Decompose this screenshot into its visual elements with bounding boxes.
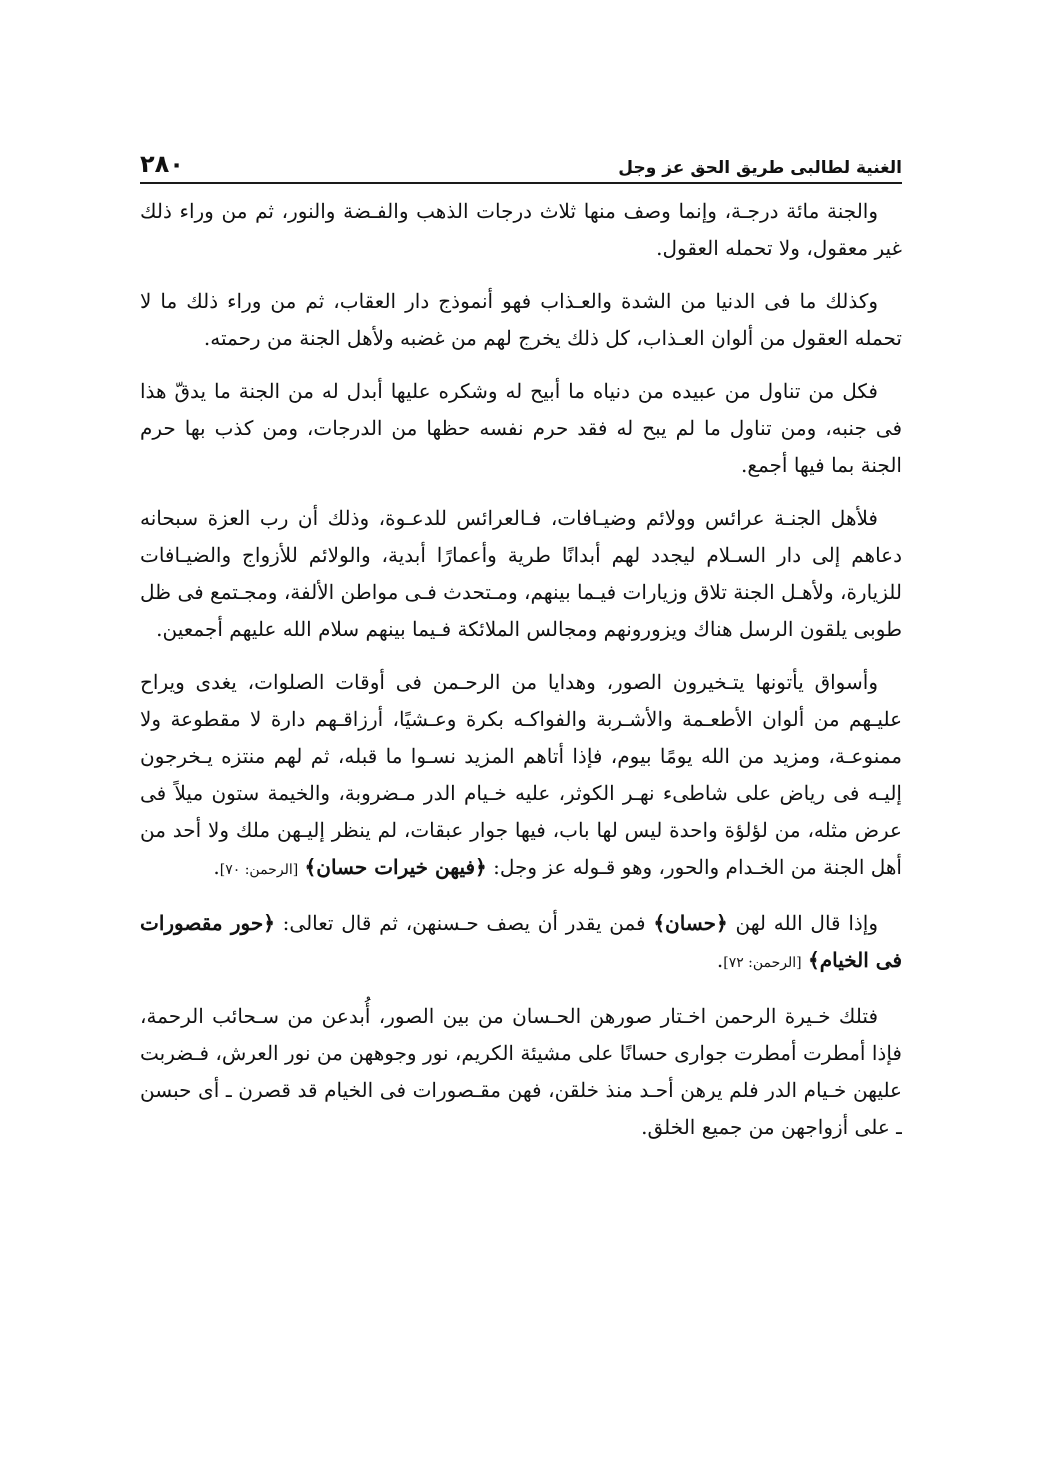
paragraph-6-text-b: فمن يقدر أن يصف حـسنهن، ثم قال تعالى:: [282, 911, 646, 935]
body-text: [140, 193, 902, 1393]
paragraph-4: فلأهل الجنـة عرائس وولائم وضيـافات، فـالعرائس للدعـوة، وذلك أن رب العزة سبحانه دعاهم إلى دار السـلام ليجدد لهم أبدانًا طرية وأعمارًا أبدية، والولائم للأزواج والضيـافات للزيارة، ولأهـل الجنة تلاق وزيارات فيـما بينهم، ومـتحدث فـى مواطن الألفة، ومجـتمع فى ظل طوبى يلقون الرسل هناك ويزورونهم ومجالس الملائكة فـيما بينهم سلام الله عليهم أجمعين.: [140, 506, 902, 641]
book-title: الغنية لطالبى طريق الحق عز وجل: [618, 158, 902, 178]
paragraph-5-end: .: [213, 855, 220, 879]
paragraph-6-end: .: [716, 948, 724, 972]
paragraph-6-text-a: وإذا قال الله لهن: [735, 911, 879, 935]
paragraph-2: وكذلك ما فى الدنيا من الشدة والعـذاب فهو أنموذج دار العقاب، ثم من وراء ذلك ما لا تحمله العقول من ألوان العـذاب، كل ذلك يخرج لهم من غضبه ولأهل الجنة من رحمته.: [140, 289, 902, 350]
quran-reference: [الرحمن: ٧٢]: [723, 955, 802, 971]
page-header: [140, 138, 902, 184]
paragraph-5-text: وأسواق يأتونها يتـخيرون الصور، وهدايا من الرحـمن فى أوقات الصلوات، يغدى ويراح عليـهم من ألوان الأطعـمة والأشـربة والفواكـه بكرة وعـشيًا، أرزاقـهم دارة لا مقطوعة ولا ممنوعـة، ومزيد من الله يومًا بيوم، فإذا أتاهم المزيد نسـوا ما قبله، ثم لهم منتزه يـخرجون إليـه فى رياض على شاطىء نهـر الكوثر، عليه خـيام الدر مـضروبة، والخيمة ستون ميلاً فى عرض مثله، من لؤلؤة واحدة ليس لها باب، فيها جوار عبقات، لم ينظر إليـهن ملك ولا أحد من أهل الجنة من الخـدام والحور، وهو قـوله عز وجل:: [140, 670, 902, 879]
paragraph-7: فتلك خـيرة الرحمن اخـتار صورهن الحـسان من بين الصور، أُبدعن من سـحائب الرحمة، فإذا أمطرت أمطرت جوارى حسانًا على مشيئة الكريم، نور وجوههن من نور العرش، فـضربت عليهن خـيام الدر فلم يرهن أحـد منذ خلقن، فهن مقـصورات فى الخيام قد قصرن ـ أى حبسن ـ على أزواجهن من جميع الخلق.: [140, 1004, 902, 1139]
quran-reference: [الرحمن: ٧٠]: [219, 862, 299, 878]
quran-quote: ﴿حسان﴾: [653, 911, 728, 935]
quran-quote: ﴿حور مقصورات فى الخيام﴾: [140, 911, 902, 972]
paragraph-1: والجنة مائة درجـة، وإنما وصف منها ثلاث درجات الذهب والفـضة والنور، ثم من وراء ذلك غير معقول، ولا تحمله العقول.: [140, 199, 902, 260]
quran-quote: ﴿فيهن خيرات حسان﴾: [304, 855, 487, 879]
paragraph-5: [140, 664, 902, 889]
page-number: ٢٨٠: [140, 150, 184, 178]
paragraph-6: [140, 905, 902, 982]
paragraph-3: فكل من تناول من عبيده من دنياه ما أبيح له وشكره عليها أبدل له من الجنة ما يدقّ هذا فى جنبه، ومن تناول ما لم يبح له فقد حرم نفسه حظها من الدرجات، ومن كذب بها حرم الجنة بما فيها أجمع.: [140, 379, 902, 477]
